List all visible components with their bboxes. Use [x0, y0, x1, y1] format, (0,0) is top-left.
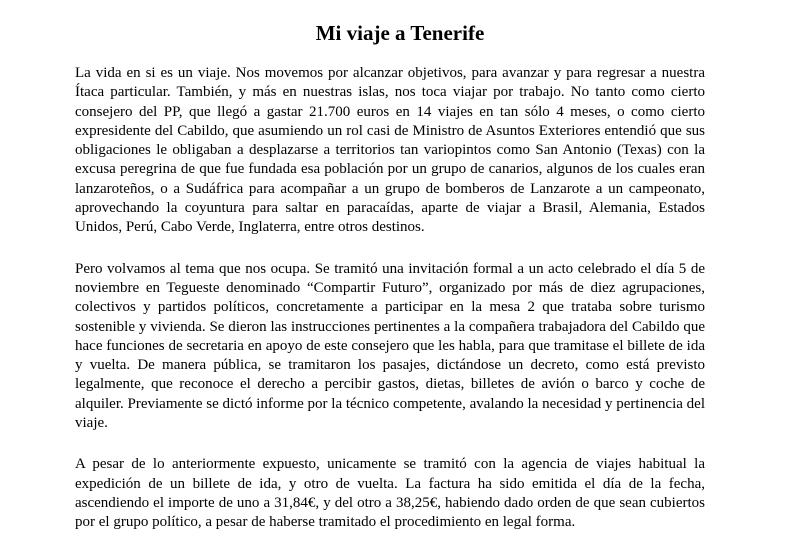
paragraph-3: A pesar de lo anteriormente expuesto, unicamente se tramitó con la agencia de viajes habitual la expedición de un billete de ida, y otro de vuelta. La factura ha sido emitida el día de la fecha, ascendiendo el importe de uno a 31,84€, y del otro a 38,25€, habiendo dado orden de que sean cubiertos por el grupo político, a pesar de haberse tramitado el procedimiento en legal forma. — [75, 456, 705, 531]
paragraph-2: Pero volvamos al tema que nos ocupa. Se tramitó una invitación formal a un acto celebrado el día 5 de noviembre en Tegueste denominado “Compartir Futuro”, organizado por más de diez agrupaciones, colectivos y partidos políticos, concretamente a participar en la mesa 2 que trataba sobre turismo sostenible y vivienda. Se dieron las instrucciones pertinentes a la compañera trabajadora del Cabildo que hace funciones de secretaria en apoyo de este consejero que les habla, para que tramitase el billete de ida y vuelta. De manera pública, se tramitaron los pasajes, dictándose un decreto, como está previsto legalmente, que reconoce el derecho a percibir gastos, dietas, billetes de avión o barco y coche de alquiler. Previamente se dictó informe por la técnico competente, avalando la necesidad y pertinencia del viaje. — [75, 260, 705, 432]
document-title: Mi viaje a Tenerife — [315, 21, 485, 45]
document-body — [75, 64, 705, 555]
paragraph-1: La vida en si es un viaje. Nos movemos por alcanzar objetivos, para avanzar y para regresar a nuestra Ítaca particular. También, y más en nuestras islas, nos toca viajar por trabajo. No tanto como cierto consejero del PP, que llegó a gastar 21.700 euros en 14 viajes en tan sólo 4 meses, o como cierto expresidente del Cabildo, que asumiendo un rol casi de Ministro de Asuntos Exteriores entendió que sus obligaciones le obligaban a desplazarse a territorios tan variopintos como San Antonio (Texas) con la excusa peregrina de que fue fundada esa población por un grupo de canarios, algunos de los cuales eran lanzaroteños, o a Sudáfrica para acompañar a un grupo de bomberos de Lanzarote a un campeonato, aprovechando la coyuntura para saltar en paracaídas, aparte de viajar a Brasil, Alemania, Estados Unidos, Perú, Cabo Verde, Inglaterra, entre otros destinos. — [75, 65, 705, 236]
